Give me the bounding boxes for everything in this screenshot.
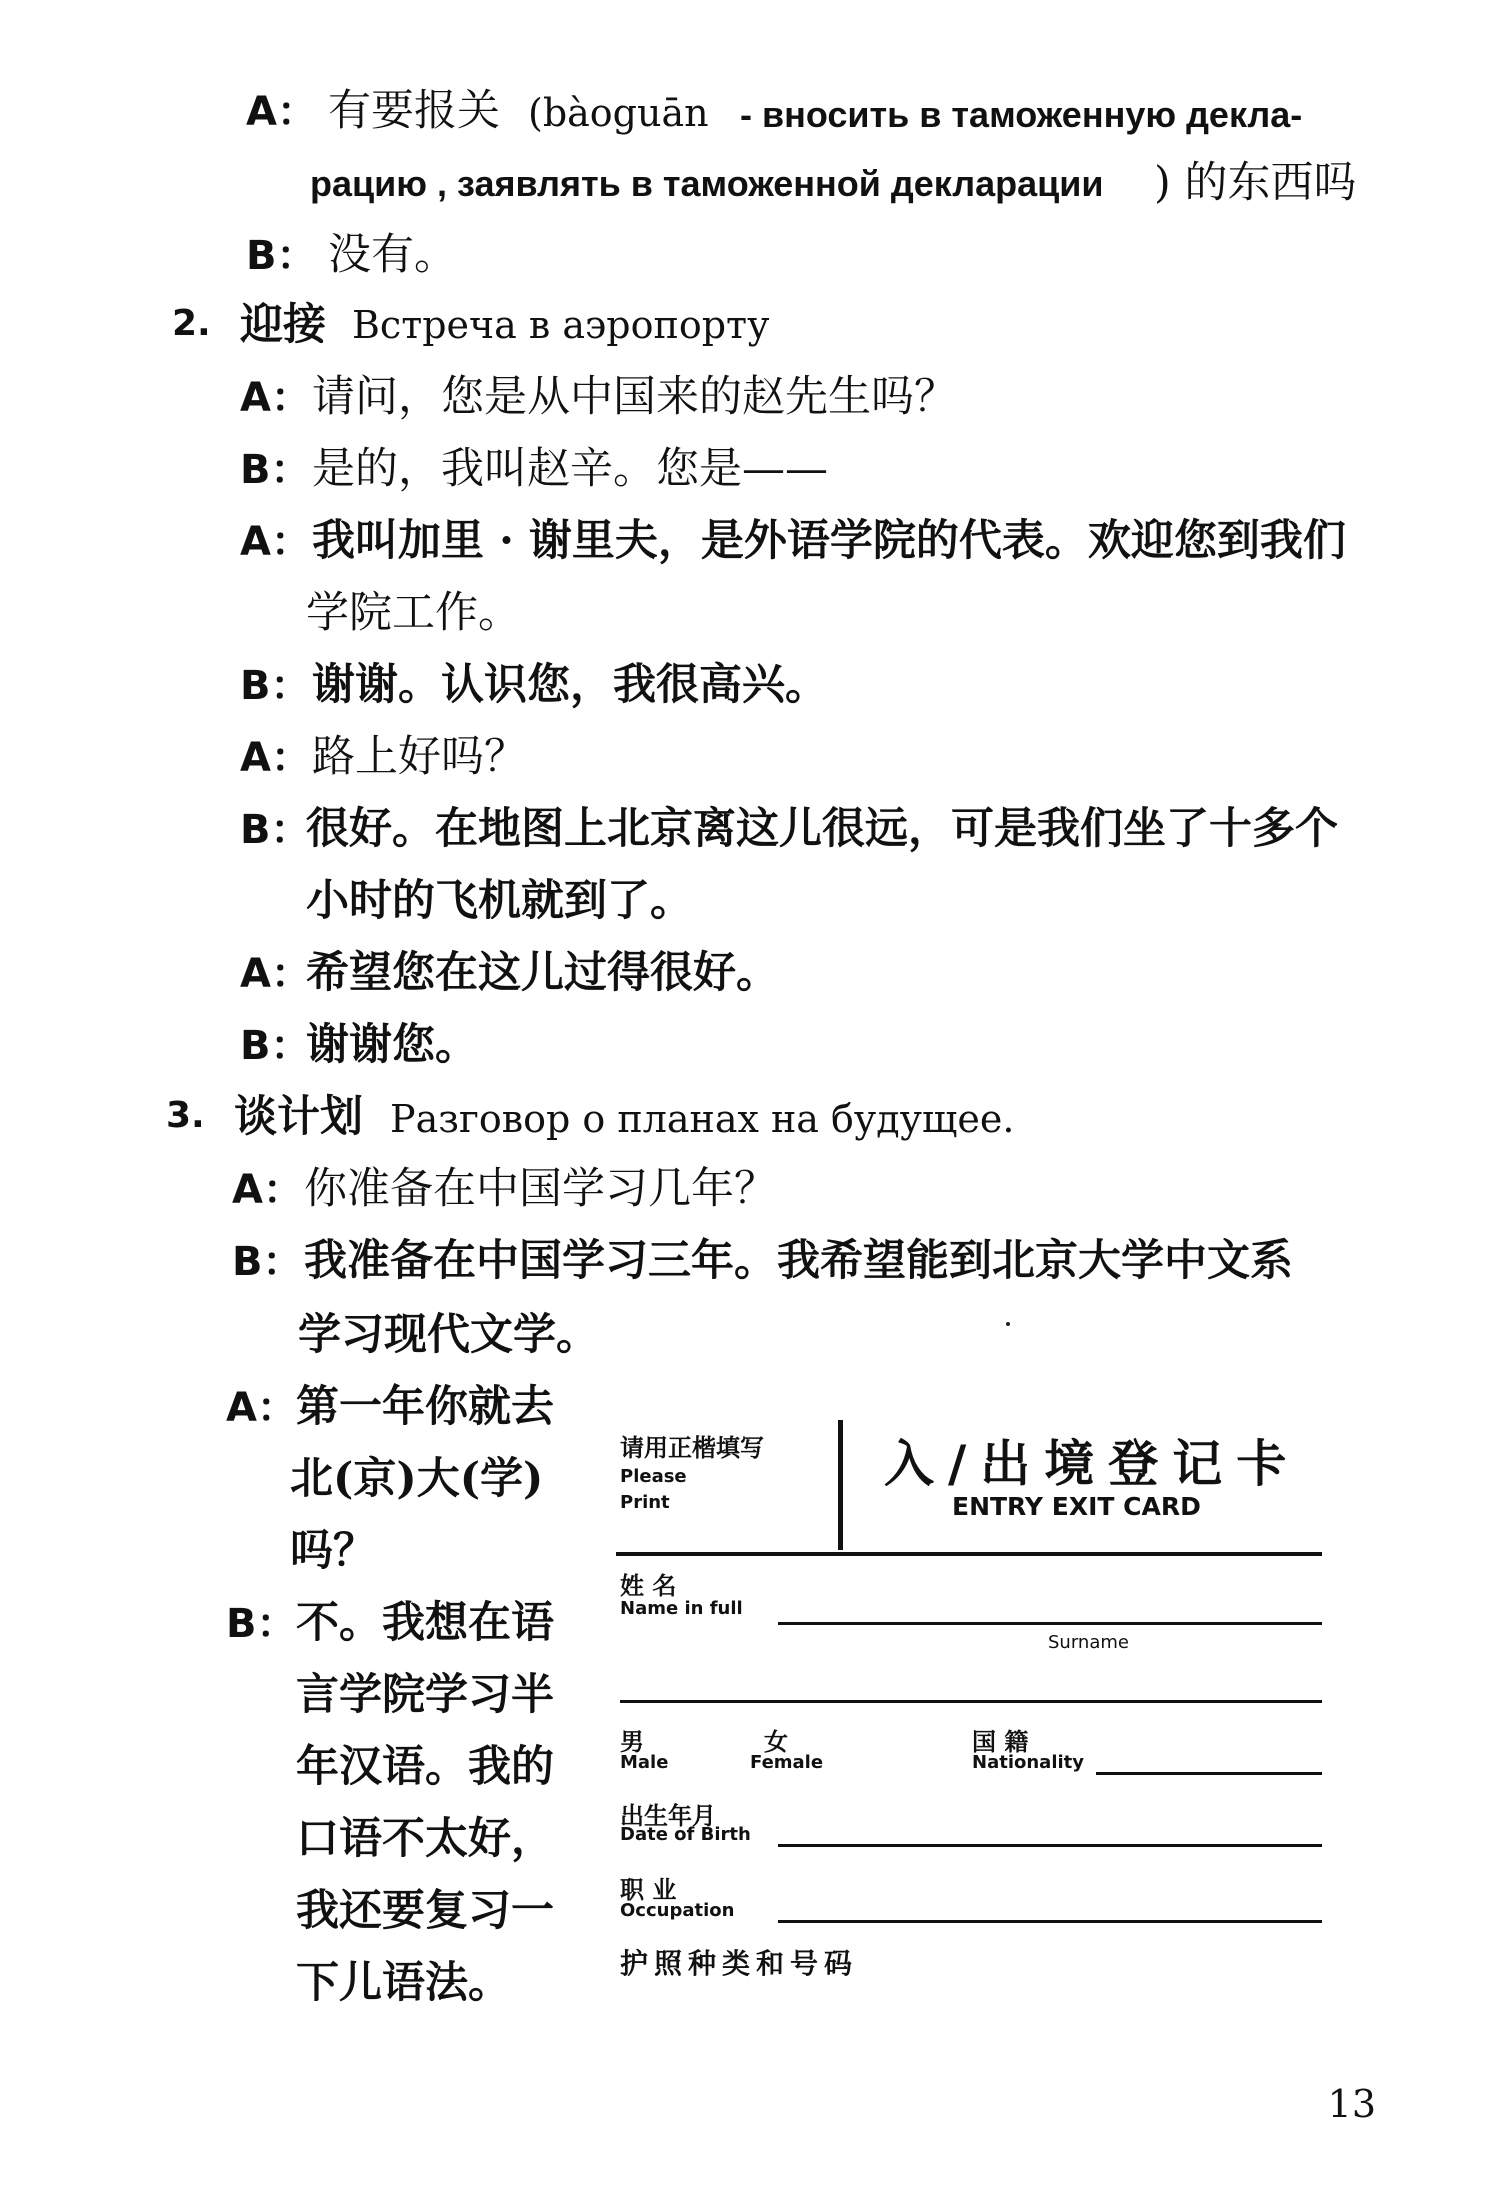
- dialogue-text: 有要报关: [328, 86, 500, 136]
- card-nationality-zh: 国 籍: [972, 1728, 1029, 1756]
- card-name-en: Name in full: [620, 1598, 743, 1619]
- russian-gloss: рацию , заявлять в таможенной декларации: [310, 163, 1104, 204]
- speaker-a: A：: [246, 89, 317, 135]
- dialogue-text: 你准备在中国学习几年？: [304, 1164, 777, 1214]
- dialogue-text: 是的，我叫赵辛。您是——: [312, 444, 828, 494]
- print-speck: [1006, 1322, 1010, 1326]
- card-name-line-2: [620, 1700, 1322, 1703]
- speaker-b: B：: [246, 233, 317, 279]
- section-title: 迎接: [240, 300, 326, 350]
- dialogue-text: 没有。: [328, 230, 457, 280]
- pinyin-text: (bàoguān: [528, 91, 709, 135]
- card-occupation-line: [778, 1920, 1322, 1923]
- dialogue-text: 我叫加里 · 谢里夫，是外语学院的代表。欢迎您到我们: [312, 516, 1346, 566]
- dialogue-text: 年汉语。我的: [296, 1742, 554, 1792]
- card-female-zh: 女: [764, 1728, 788, 1756]
- card-female-en: Female: [750, 1752, 824, 1773]
- dialogue-text: 希望您在这儿过得很好。: [306, 948, 779, 998]
- section-title-russian: Разговор о планах на будущее.: [390, 1097, 1015, 1141]
- dialogue-text: 北(京)大(学): [290, 1454, 544, 1504]
- entry-exit-card: [616, 1420, 1326, 1980]
- section-number: 3.: [166, 1095, 205, 1136]
- dialogue-text: 学习现代文学。: [298, 1310, 599, 1360]
- dialogue-text: 谢谢您。: [306, 1020, 478, 1070]
- dialogue-text: 吗？: [290, 1526, 376, 1576]
- card-name-zh: 姓 名: [620, 1572, 677, 1600]
- speaker-b: B：: [240, 663, 311, 709]
- russian-gloss: - вносить в таможенную декла-: [740, 94, 1303, 135]
- speaker-b: B：: [232, 1239, 303, 1285]
- card-please-zh: 请用正楷填写: [620, 1434, 764, 1462]
- dialogue-text: 学院工作。: [306, 588, 521, 638]
- dialogue-text: 第一年你就去: [296, 1382, 554, 1432]
- page-number: 13: [1327, 2082, 1376, 2126]
- card-passport-zh: 护照种类和号码: [620, 1947, 859, 1980]
- speaker-a: A：: [240, 519, 311, 565]
- speaker-a: A：: [226, 1385, 297, 1431]
- card-birth-zh: 出生年月: [620, 1802, 716, 1830]
- speaker-b: B：: [240, 447, 311, 493]
- dialogue-text: 小时的飞机就到了。: [306, 876, 693, 926]
- card-rule: [616, 1552, 1322, 1556]
- card-male-en: Male: [620, 1752, 669, 1773]
- card-title-zh: 入/出境登记卡: [884, 1435, 1301, 1493]
- card-divider: [838, 1420, 843, 1550]
- card-title-en: ENTRY EXIT CARD: [952, 1492, 1201, 1521]
- card-print-en: Print: [620, 1492, 670, 1513]
- card-occupation-en: Occupation: [620, 1900, 735, 1921]
- dialogue-text: 下儿语法。: [296, 1958, 511, 2008]
- section-title: 谈计划: [234, 1092, 363, 1142]
- card-birth-line: [778, 1844, 1322, 1847]
- speaker-a: A：: [232, 1167, 303, 1213]
- card-male-zh: 男: [620, 1728, 644, 1756]
- speaker-a: A：: [240, 375, 311, 421]
- dialogue-text: 请问，您是从中国来的赵先生吗？: [312, 372, 957, 422]
- card-name-line: [778, 1622, 1322, 1625]
- dialogue-text: 谢谢。认识您，我很高兴。: [312, 660, 828, 710]
- card-birth-en: Date of Birth: [620, 1824, 751, 1845]
- dialogue-text: 路上好吗？: [312, 732, 527, 782]
- card-please-en: Please: [620, 1466, 687, 1487]
- card-nationality-en: Nationality: [972, 1752, 1084, 1773]
- dialogue-text: 我还要复习一: [296, 1886, 554, 1936]
- dialogue-text: 很好。在地图上北京离这儿很远，可是我们坐了十多个: [306, 804, 1338, 854]
- speaker-b: B：: [226, 1601, 297, 1647]
- speaker-a: A：: [240, 735, 311, 781]
- speaker-b: B：: [240, 807, 311, 853]
- card-nationality-line: [1096, 1772, 1322, 1775]
- card-occupation-zh: 职 业: [620, 1876, 677, 1904]
- dialogue-text: 不。我想在语: [296, 1598, 554, 1648]
- speaker-b: B：: [240, 1023, 311, 1069]
- section-title-russian: Встреча в аэропорту: [352, 303, 770, 347]
- dialogue-text: 我准备在中国学习三年。我希望能到北京大学中文系: [304, 1236, 1293, 1286]
- speaker-a: A：: [240, 951, 311, 997]
- card-surname-en: Surname: [1048, 1632, 1129, 1653]
- section-number: 2.: [172, 303, 211, 344]
- dialogue-text: 口语不太好，: [296, 1814, 554, 1864]
- dialogue-text: 言学院学习半: [296, 1670, 554, 1720]
- dialogue-text: ) 的东西吗: [1154, 158, 1357, 208]
